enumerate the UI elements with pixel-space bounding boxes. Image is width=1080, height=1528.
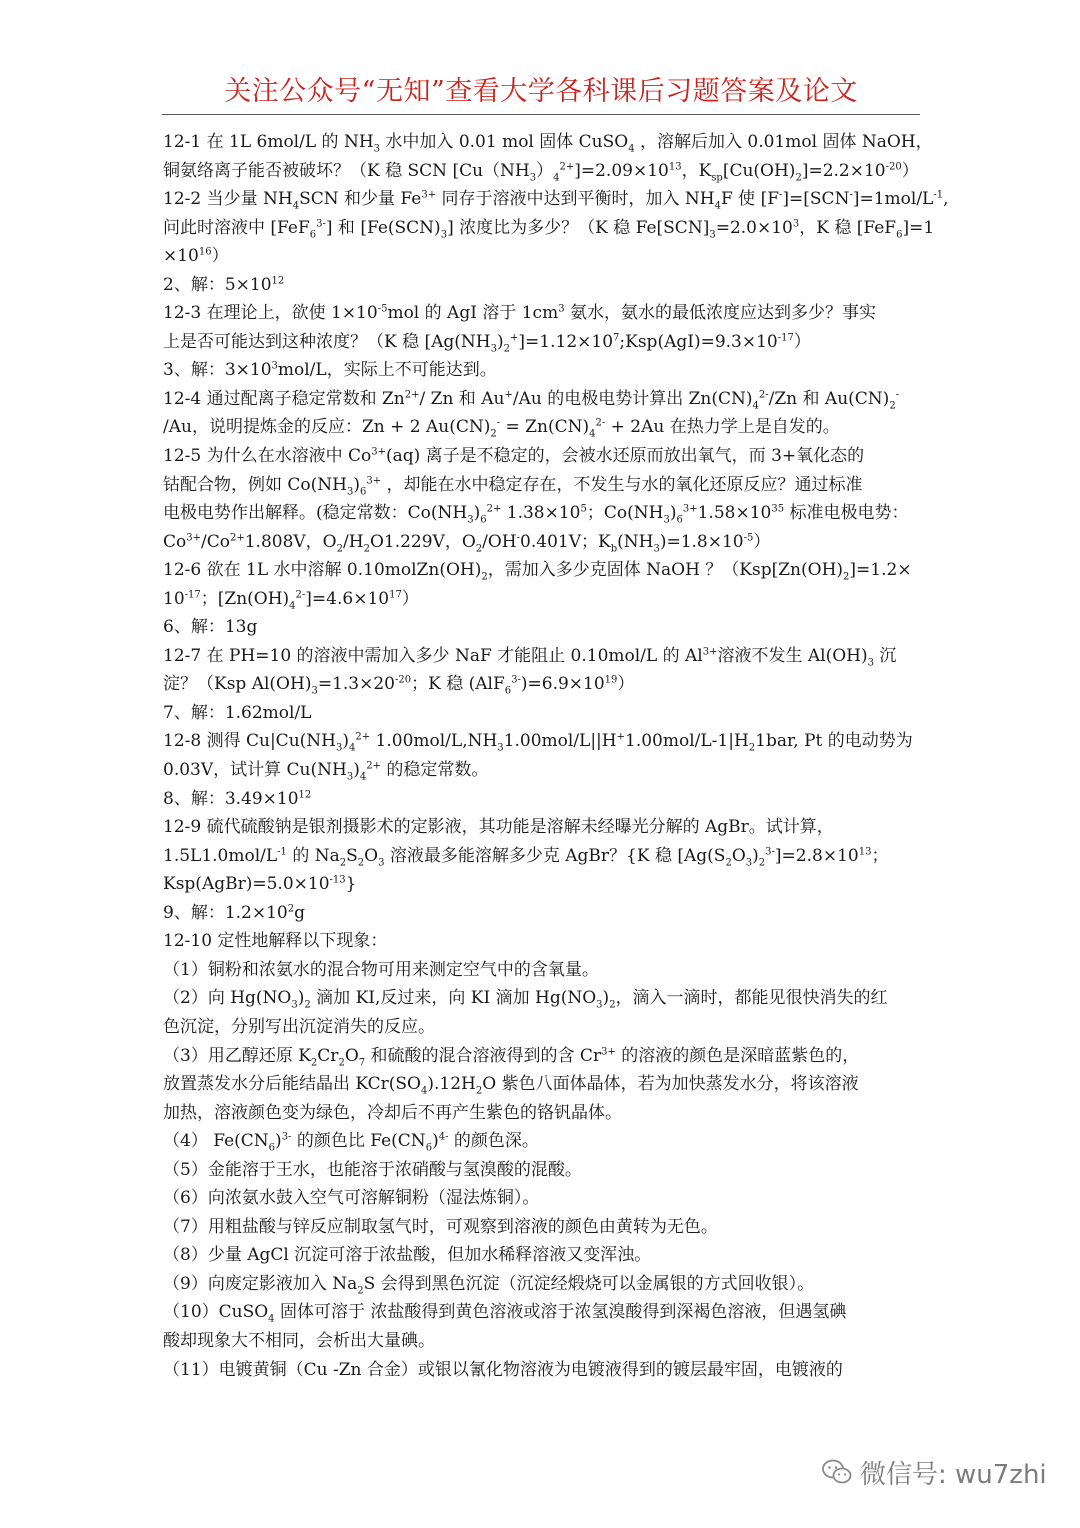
document-body [163,128,949,1384]
text-line: （5）金能溶于王水，也能溶于浓硝酸与氢溴酸的混酸。 [163,1159,582,1180]
page-title: 关注公众号“无知”查看大学各科课后习题答案及论文 [224,76,858,107]
text-line: 铜氨络离子能否被破坏？（K 稳 SCN $[Cu(NH_3)_4^{2+}]=2.09\times 10^{13}$，$K_{sp}[Cu(OH)_2]=2.2\times 10^{-20}$） [163,160,919,183]
text-line: 12-4 通过配离子稳定常数和 $Zn^{2+}/$ Zn 和 Au+/Au 的电极电势计算出 $Zn(CN)_4^{2-}/Zn$ 和 $Au(CN)_2^-$ [163,388,900,412]
text-line: $1.5L1.0mol/L^{-1}$ 的 $Na_2S_2O_3$ 溶液最多能溶解多少克 AgBr？{K 稳 $[Ag(S_2O_3)_2^{3-}]=2.8\times 10^{13}$； [163,845,889,869]
text-line: （2）向 $Hg(NO_3)_2$ 滴加 KI,反过来，向 KI 滴加 $Hg(NO_3)_2$，滴入一滴时，都能见很快消失的红 [163,988,888,1011]
header-divider [162,114,920,115]
text-line: （4） $Fe(CN_6)^{3-}$ 的颜色比 $Fe(CN_6)^{4-}$ 的颜色深。 [163,1131,539,1154]
text-line: 钴配合物，例如 $Co(NH_3)_6^{3+}$ ，却能在水中稳定存在，不发生与水的氧化还原反应？通过标准 [163,474,863,497]
text-line: 12-3 在理论上，欲使 $1\times 10^{-5}mol$ 的 AgI 溶于 $1cm^3$ 氨水，氨水的最低浓度应达到多少？事实 [163,303,876,324]
text-line: 12-2 当少量 $NH_4SCN$ 和少量 $Fe^{3+}$ 同存于溶液中达到平衡时，加入 $NH_4F$ 使 $[F^-]=[SCN^-]=1mol/L^{-1}$, [163,189,949,212]
text-line: 12-6 欲在 1L 水中溶解 $0.10molZn(OH)_2$，需加入多少克固体 NaOH ？（$Ksp[Zn(OH)_2]=1.2\times$ [163,560,912,583]
text-line: 12-7 在 PH=10 的溶液中需加入多少 NaF 才能阻止 0.10mol/L 的 $Al^{3+}$溶液不发生 $Al(OH)_3$ 沉 [163,645,897,669]
text-line: 问此时溶液中 [FeF$_6^{3-}$] 和 $[Fe(SCN)_3]$ 浓度比为多少？（K 稳 $Fe[SCN]_3=2.0\times 10^3$，K 稳 [FeF$_6$]=1 [163,217,935,241]
text-line: 12-1 在 1L 6mol/L 的 $NH_3$ 水中加入 0.01 mol 固体 CuSO$_4$ ，溶解后加入 0.01mol 固体 NaOH， [163,132,933,155]
text-line: 放置蒸发水分后能结晶出 $KCr(SO_4).12H_2O$ 紫色八面体晶体，若为加快蒸发水分，将该溶液 [163,1074,859,1097]
text-line: $Co^{3+}/Co^{2+}1.808V$，$O_2/H_2O1.229V$，$O_2/OH^-0.401V$；$K_b(NH_3)=1.8\times 10^{-5}$） [163,531,771,555]
text-line: $Ksp(AgBr)=5.0\times 10^{-13}$} [163,874,357,895]
text-line: （7）用粗盐酸与锌反应制取氢气时，可观察到溶液的颜色由黄转为无色。 [163,1216,718,1237]
text-line: （10）CuSO$_4$ 固体可溶于 浓盐酸得到黄色溶液或溶于浓氢溴酸得到深褐色溶液，但遇氢碘 [163,1302,847,1325]
text-line: 12-10 定性地解释以下现象： [163,931,388,952]
text-line: 6、解：13g [163,617,258,638]
text-line: 色沉淀，分别写出沉淀消失的反应。 [163,1016,435,1037]
text-line: 2、解：$5\times 10^{12}$ [163,274,285,295]
text-line: （8）少量 AgCl 沉淀可溶于浓盐酸，但加水稀释溶液又变浑浊。 [163,1245,652,1266]
text-line: 7、解：1.62mol/L [163,702,312,723]
text-line: （6）向浓氨水鼓入空气可溶解铜粉（湿法炼铜）。 [163,1188,540,1209]
text-line: 酸却现象大不相同，会析出大量碘。 [163,1330,435,1351]
text-line: 上是否可能达到这种浓度？（K 稳 $[Ag(NH_3)_2^+]=1.12\times 10^7;Ksp(AgI)=9.3\times 10^{-17}$） [163,331,811,355]
text-line: $\times 10^{16}$） [163,246,229,267]
text-line: （9）向废定影液加入 $Na_2S$ 会得到黑色沉淀（沉淀经煅烧可以金属银的方式回收银）。 [163,1273,815,1297]
text-line: 3、解：$3\times 10^3mol/L$，实际上不可能达到。 [163,360,497,381]
text-line: 12-8 测得 $Cu|Cu(NH_3)_4^{2+}$ $1.00mol/L,NH_31.00mol/L||H^+1.00mol/L-1|H_21bar$, Pt 的电动势为 [163,731,913,754]
text-line: $10^{-17}$；$[Zn(OH)_4^{2-}]=4.6\times 10^{17}$） [163,588,419,612]
wechat-icon [822,1459,852,1485]
text-line: 淀？（Ksp $Al(OH)_3=1.3\times 20^{-20}$；K 稳 $(AlF_6^{3-})=6.9\times 10^{19}$） [163,674,635,697]
text-line: 0.03V，试计算 $Cu(NH_3)_4^{2+}$ 的稳定常数。 [163,760,489,783]
text-line: （1）铜粉和浓氨水的混合物可用来测定空气中的含氧量。 [163,959,599,980]
text-line: （3）用乙醇还原 $K_2Cr_2O_7$ 和硫酸的混合溶液得到的含 $Cr^{3+}$ 的溶液的颜色是深暗蓝紫色的， [163,1045,860,1068]
text-line: 8、解：$3.49\times 10^{12}$ [163,788,312,809]
wechat-watermark [822,1452,1062,1492]
text-line: 9、解：$1.2\times 10^2g$ [163,902,305,923]
text-line: 电极电势作出解释。(稳定常数：$Co(NH_3)_6^{2+}$ $1.38\times 10^5$；$Co(NH_3)_6^{3+}1.58\times 10^{35}$ 标准电极电势： [163,503,909,526]
text-line: （11）电镀黄铜（Cu -Zn 合金）或银以氰化物溶液为电镀液得到的镀层最牢固，电镀液的 [163,1359,843,1380]
text-line: 12-9 硫代硫酸钠是银剂摄影术的定影液，其功能是溶解未经曝光分解的 AgBr。试计算， [163,817,834,838]
watermark-text: 微信号: wu7zhi [860,1459,1047,1490]
text-line: 12-5 为什么在水溶液中 $Co^{3+}(aq)$ 离子是不稳定的，会被水还原而放出氧气，而 3+氧化态的 [163,446,865,467]
text-line: 加热，溶液颜色变为绿色，冷却后不再产生紫色的铬钒晶体。 [163,1102,622,1123]
text-line: /Au，说明提炼金的反应：Zn + 2 $Au(CN)_2^- = Zn(CN)_4^{2-} + 2Au$ 在热力学上是自发的。 [163,417,840,440]
